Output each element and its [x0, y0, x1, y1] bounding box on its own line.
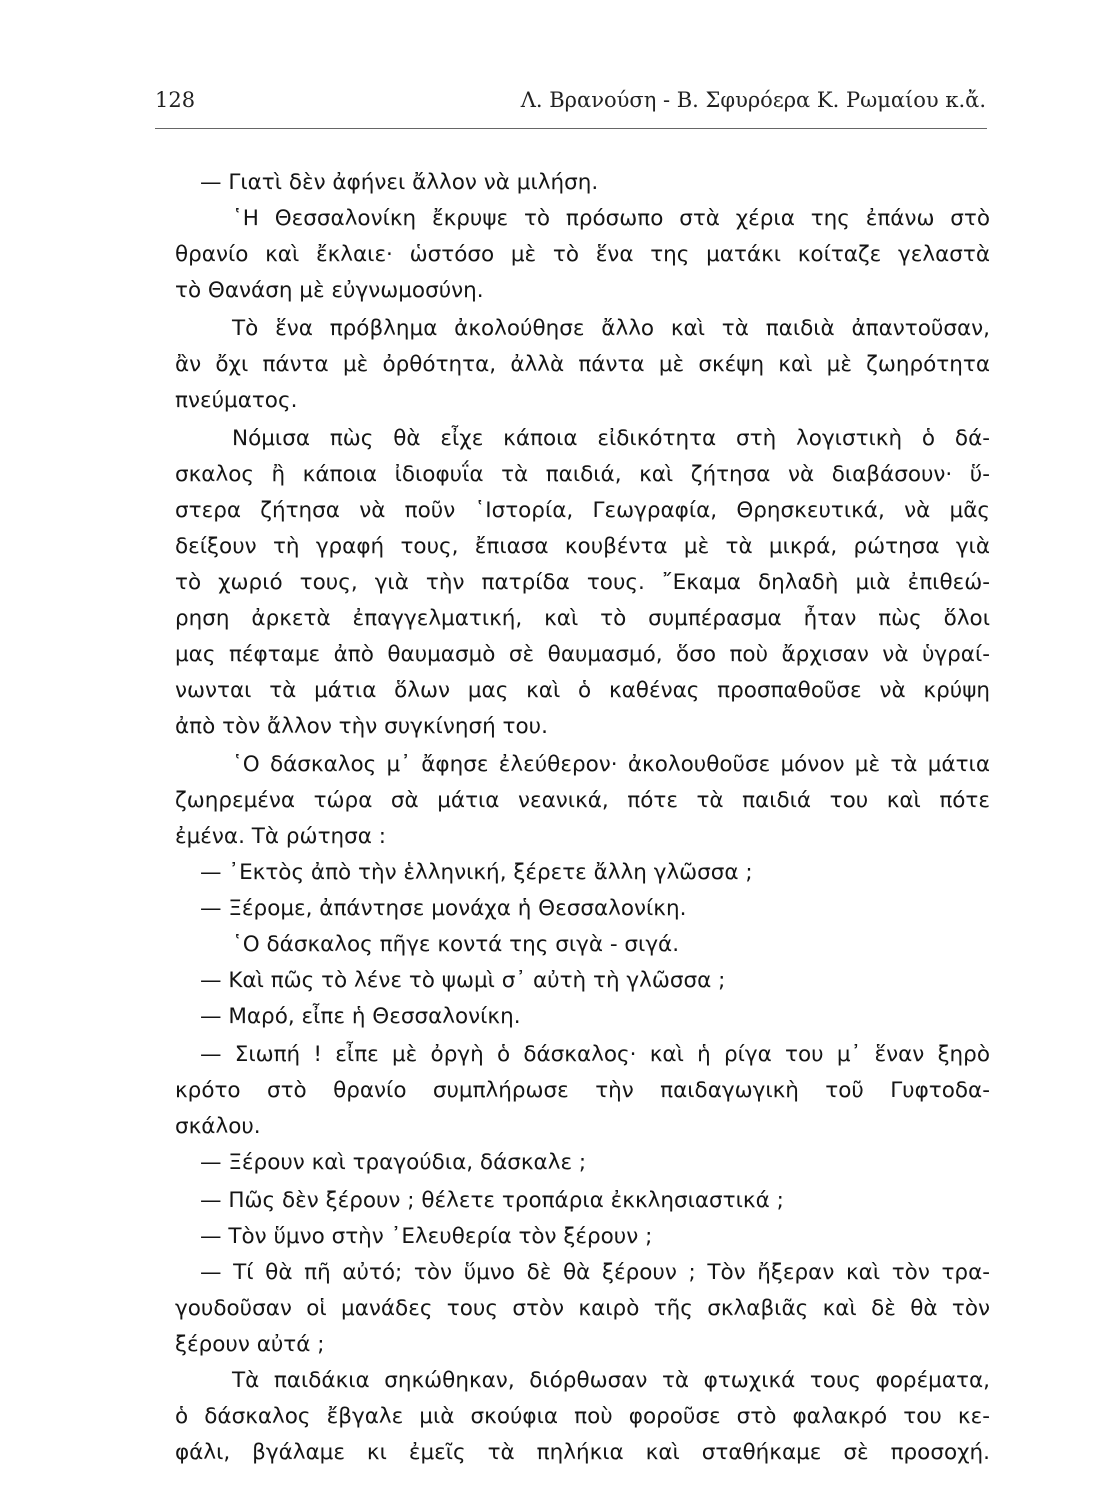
- header-rule: [155, 128, 987, 129]
- text-line: ξέρουν αὐτά ;: [175, 1332, 325, 1357]
- text-line: θρανίο καὶ ἔκλαιε· ὡστόσο μὲ τὸ ἕνα της ματάκι κοίταζε γελαστὰ: [175, 242, 990, 267]
- text-line: σκαλος ἢ κάποια ἰδιοφυΐα τὰ παιδιά, καὶ ζήτησα νὰ διαβάσουν· ὕ-: [175, 462, 990, 487]
- text-line: τὸ χωριό τους, γιὰ τὴν πατρίδα τους. ῎Εκαμα δηλαδὴ μιὰ ἐπιθεώ-: [175, 570, 990, 595]
- text-line: στερα ζήτησα νὰ ποῦν ῾Ιστορία, Γεωγραφία, Θρησκευτικά, νὰ μᾶς: [175, 498, 990, 523]
- text-line: κρότο στὸ θρανίο συμπλήρωσε τὴν παιδαγωγικὴ τοῦ Γυφτοδα-: [175, 1078, 990, 1103]
- text-line: — Πῶς δὲν ξέρουν ; θέλετε τροπάρια ἐκκλησιαστικά ;: [200, 1188, 784, 1213]
- text-line: — Τί θὰ πῆ αὐτό; τὸν ὕμνο δὲ θὰ ξέρουν ; Τὸν ἤξεραν καὶ τὸν τρα-: [200, 1260, 990, 1285]
- text-line: — Γιατὶ δὲν ἀφήνει ἄλλον νὰ μιλήση.: [200, 170, 599, 195]
- text-line: ἐμένα. Τὰ ρώτησα :: [175, 824, 387, 849]
- page-number: 128: [155, 88, 196, 112]
- text-line: ῾Ο δάσκαλος μ᾿ ἄφησε ἐλεύθερον· ἀκολουθοῦσε μόνον μὲ τὰ μάτια: [232, 752, 990, 777]
- text-line: ὁ δάσκαλος ἔβγαλε μιὰ σκούφια ποὺ φοροῦσε στὸ φαλακρό του κε-: [175, 1404, 990, 1429]
- text-line: ρηση ἀρκετὰ ἐπαγγελματική, καὶ τὸ συμπέρασμα ἦταν πὼς ὅλοι: [175, 606, 990, 631]
- running-title: Λ. Βρανούση - Β. Σφυρόερα Κ. Ρωμαίου κ.ἄ.: [520, 88, 986, 112]
- text-line: — ᾿Εκτὸς ἀπὸ τὴν ἑλληνική, ξέρετε ἄλλη γλῶσσα ;: [200, 860, 753, 885]
- text-line: — Τὸν ὕμνο στὴν ᾿Ελευθερία τὸν ξέρουν ;: [200, 1224, 653, 1249]
- text-line: Τὸ ἕνα πρόβλημα ἀκολούθησε ἄλλο καὶ τὰ παιδιὰ ἀπαντοῦσαν,: [232, 316, 990, 341]
- text-line: ἂν ὄχι πάντα μὲ ὀρθότητα, ἀλλὰ πάντα μὲ σκέψη καὶ μὲ ζωηρότητα: [175, 352, 990, 377]
- text-line: νωνται τὰ μάτια ὅλων μας καὶ ὁ καθένας προσπαθοῦσε νὰ κρύψη: [175, 678, 990, 703]
- text-line: μας πέφταμε ἀπὸ θαυμασμὸ σὲ θαυμασμό, ὅσο ποὺ ἄρχισαν νὰ ὑγραί-: [175, 642, 990, 667]
- text-line: — Καὶ πῶς τὸ λένε τὸ ψωμὶ σ᾿ αὐτὴ τὴ γλῶσσα ;: [200, 968, 726, 993]
- text-line: τὸ Θανάση μὲ εὐγνωμοσύνη.: [175, 278, 484, 303]
- text-line: Νόμισα πὼς θὰ εἶχε κάποια εἰδικότητα στὴ λογιστικὴ ὁ δά-: [232, 426, 990, 451]
- text-line: πνεύματος.: [175, 388, 298, 413]
- text-line: ῾Ο δάσκαλος πῆγε κοντά της σιγὰ - σιγά.: [232, 932, 680, 957]
- text-line: ῾Η Θεσσαλονίκη ἔκρυψε τὸ πρόσωπο στὰ χέρια της ἐπάνω στὸ: [232, 206, 990, 231]
- text-line: — Σιωπή ! εἶπε μὲ ὀργὴ ὁ δάσκαλος· καὶ ἡ ρίγα του μ᾿ ἕναν ξηρὸ: [200, 1042, 990, 1067]
- text-line: Τὰ παιδάκια σηκώθηκαν, διόρθωσαν τὰ φτωχικά τους φορέματα,: [232, 1368, 990, 1393]
- text-line: ζωηρεμένα τώρα σὰ μάτια νεανικά, πότε τὰ παιδιά του καὶ πότε: [175, 788, 990, 813]
- text-line: — Ξέρουν καὶ τραγούδια, δάσκαλε ;: [200, 1150, 587, 1175]
- text-line: φάλι, βγάλαμε κι ἐμεῖς τὰ πηλήκια καὶ σταθήκαμε σὲ προσοχή.: [175, 1440, 990, 1465]
- text-line: δείξουν τὴ γραφή τους, ἔπιασα κουβέντα μὲ τὰ μικρά, ρώτησα γιὰ: [175, 534, 990, 559]
- text-line: γουδοῦσαν οἱ μανάδες τους στὸν καιρὸ τῆς σκλαβιᾶς καὶ δὲ θὰ τὸν: [175, 1296, 990, 1321]
- text-line: — Μαρό, εἶπε ἡ Θεσσαλονίκη.: [200, 1004, 521, 1029]
- text-line: σκάλου.: [175, 1114, 261, 1139]
- text-line: ἀπὸ τὸν ἄλλον τὴν συγκίνησή του.: [175, 714, 548, 739]
- text-line: — Ξέρομε, ἀπάντησε μονάχα ἡ Θεσσαλονίκη.: [200, 896, 687, 921]
